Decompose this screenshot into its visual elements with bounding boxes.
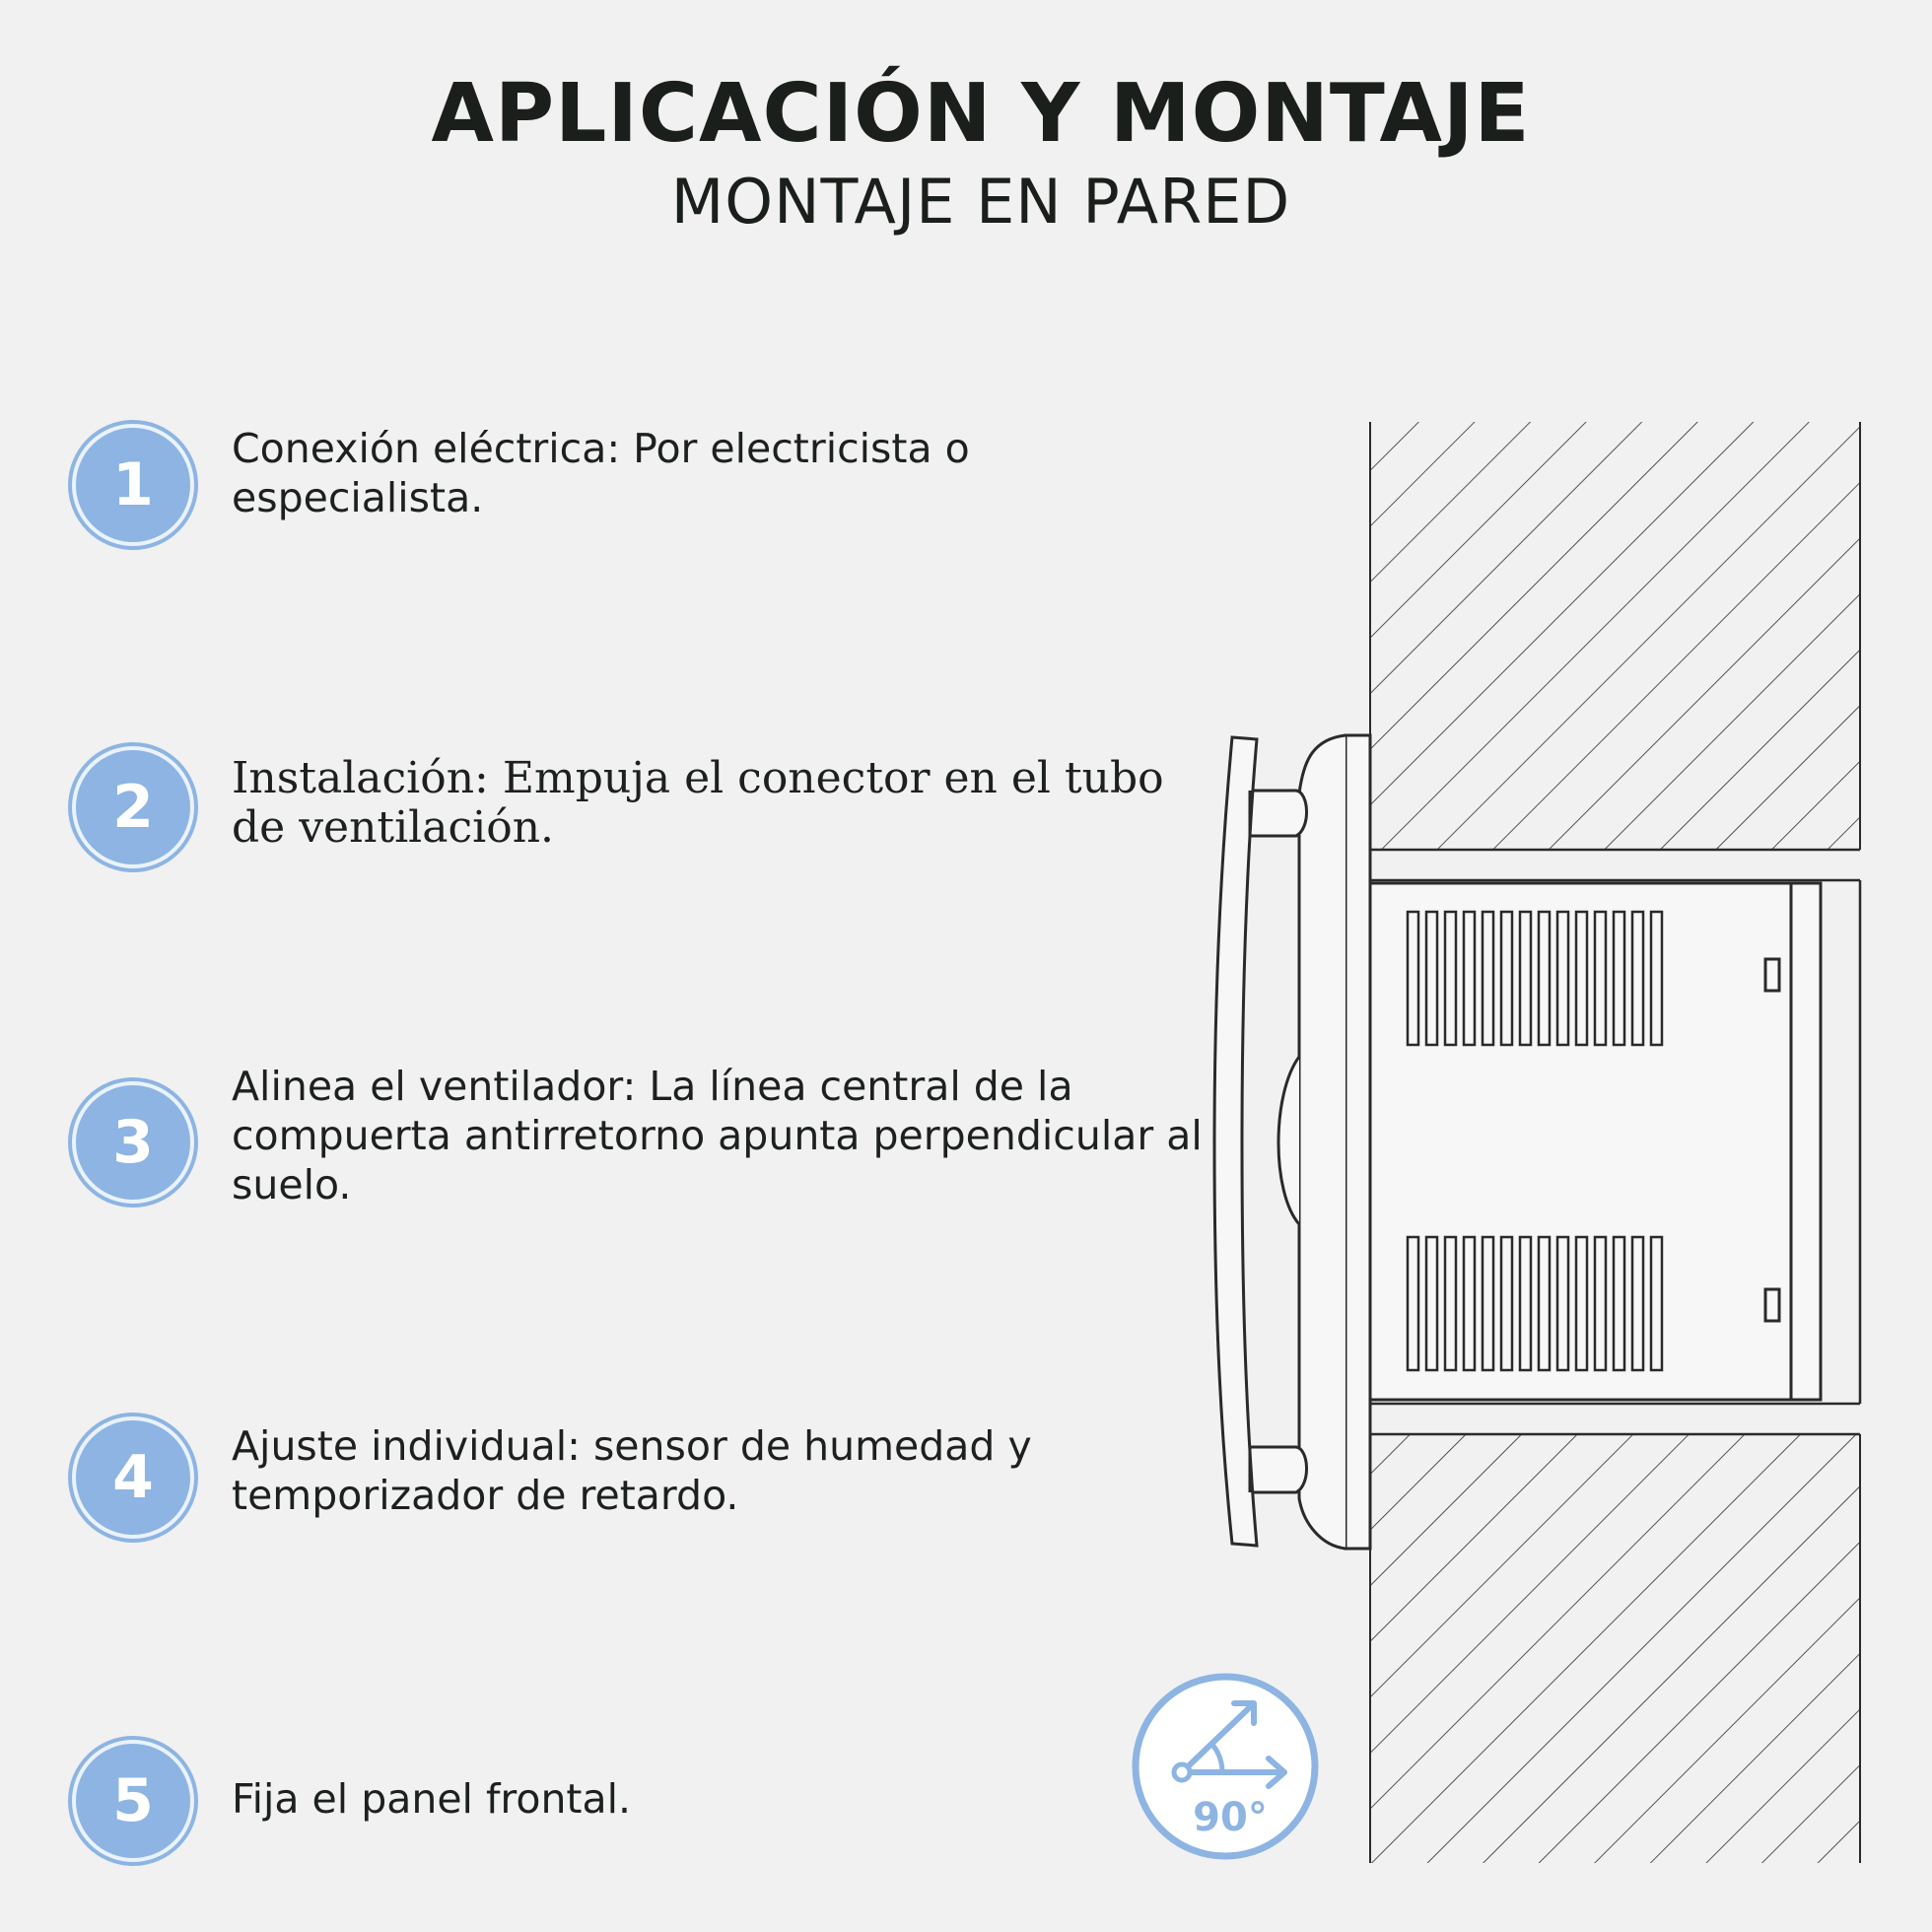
step-text-1: Conexión eléctrica: Por electricista o especialista. [232,425,970,521]
step-text-4: Ajuste individual: sensor de humedad y temporizador de retardo. [232,1422,1032,1519]
step-badge-3: 3 [72,1081,194,1204]
front-panel [1214,737,1257,1546]
wall-lower-section [1370,1434,1860,1863]
wall-upper-section [1370,422,1860,850]
angle-label: 90° [1193,1795,1268,1840]
page-subtitle: MONTAJE EN PARED [670,166,1291,238]
step-text-2: Instalación: Empuja el conector en el tubo de ventilación. [232,753,1164,853]
step-badge-2: 2 [72,746,194,868]
page-title: APLICACIÓN Y MONTAJE [431,67,1531,161]
angle-90-icon [1136,1677,1315,1856]
step-text-5: Fija el panel frontal. [232,1775,632,1823]
step-badge-5: 5 [72,1740,194,1862]
step-badge-1: 1 [72,424,194,546]
step-badge-4: 4 [72,1416,194,1539]
mounting-flange [1299,735,1370,1549]
center-hub [1278,1057,1299,1224]
step-text-3: Alinea el ventilador: La línea central de la compuerta antirretorno apunta perpendicular al suelo. [232,1063,1203,1208]
